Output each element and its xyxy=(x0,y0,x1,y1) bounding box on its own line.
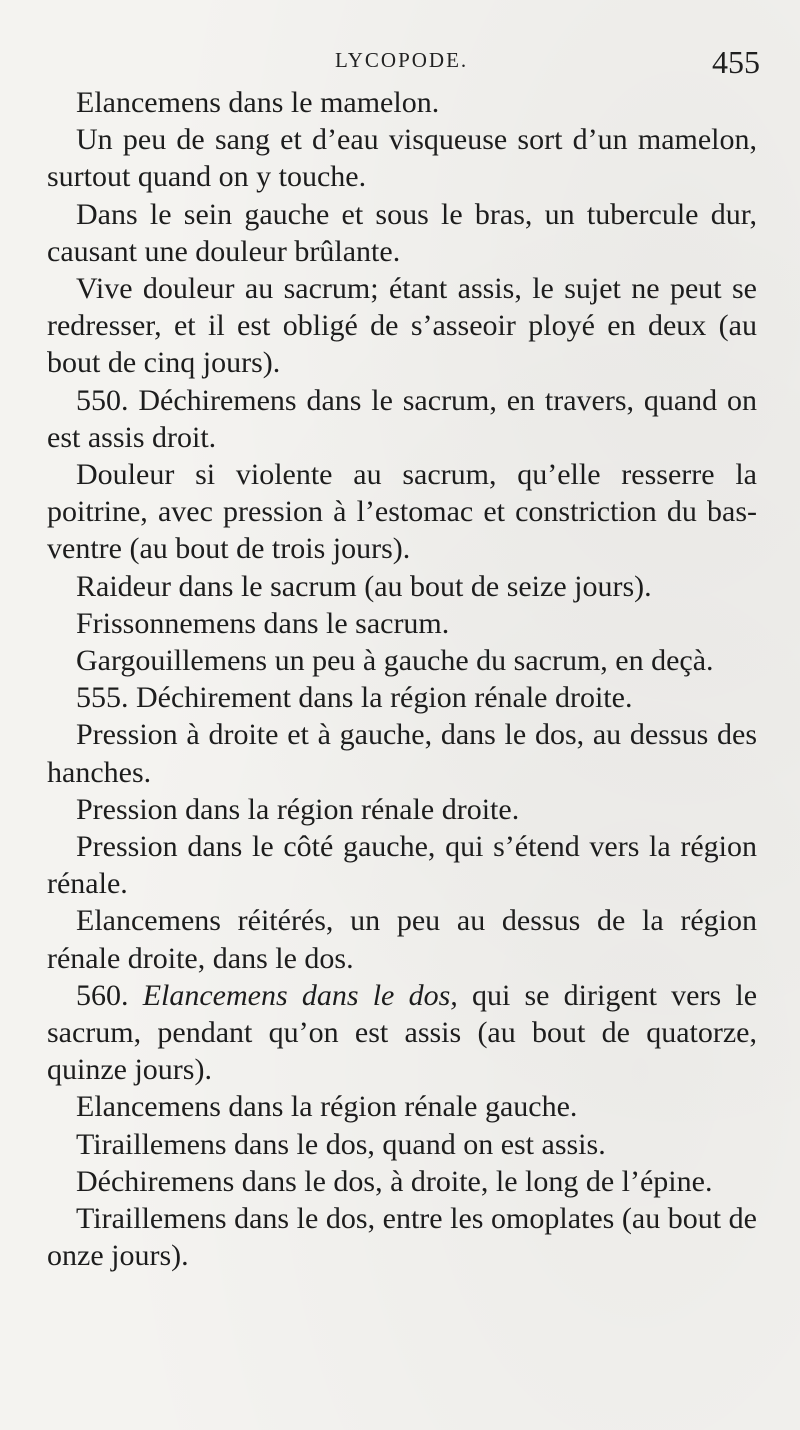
page-title: LYCOPODE. xyxy=(335,48,469,72)
paragraph-text: Pression à droite et à gauche, dans le dos, au dessus des hanches. xyxy=(47,718,757,789)
entry-number: 555. xyxy=(76,681,129,715)
page-number: 455 xyxy=(712,44,760,80)
paragraph-text: Douleur si violente au sacrum, qu’elle resserre la poitrine, avec pression à l’estomac et constriction du bas-ventre (au bout de trois jours). xyxy=(47,458,757,566)
paragraph-text: Dans le sein gauche et sous le bras, un tubercule dur, causant une douleur brûlante. xyxy=(47,197,757,268)
paragraph xyxy=(47,1126,757,1163)
paragraph xyxy=(47,716,757,790)
paragraph-text: Frissonnemens dans le sacrum. xyxy=(76,606,450,640)
paragraph xyxy=(47,828,757,902)
paragraph xyxy=(47,791,757,828)
paragraph xyxy=(47,382,757,456)
paragraph-text: Pression dans la région rénale droite. xyxy=(76,792,520,826)
paragraph xyxy=(47,196,757,270)
paragraph-text: qui se dirigent vers le sacrum, pendant qu’on est assis (au bout de quatorze, quinze jours). xyxy=(47,978,758,1087)
entry-number: 560. xyxy=(76,978,129,1012)
paragraph xyxy=(47,679,757,716)
paragraph xyxy=(47,121,757,195)
italic-phrase: Elancemens dans le dos, xyxy=(142,978,458,1012)
paragraph-text: Vive douleur au sacrum; étant assis, le sujet ne peut se redresser, et il est obligé de s’asseoir ployé en deux (au bout de cinq jours). xyxy=(47,272,757,380)
paragraph-text: Un peu de sang et d’eau visqueuse sort d’un mamelon, surtout quand on y touche. xyxy=(47,123,757,194)
paragraph xyxy=(47,456,757,568)
paragraph-text: Déchiremens dans le sacrum, en travers, quand on est assis droit. xyxy=(47,383,757,454)
paragraph xyxy=(47,642,757,679)
paragraph-text: Déchiremens dans le dos, à droite, le long de l’épine. xyxy=(76,1164,713,1198)
paragraph xyxy=(47,270,757,382)
paragraph-text: Gargouillemens un peu à gauche du sacrum, en deçà. xyxy=(76,644,714,678)
paragraph-text: Tiraillemens dans le dos, entre les omoplates (au bout de onze jours). xyxy=(47,1202,757,1273)
paragraph xyxy=(47,568,757,605)
paragraph xyxy=(47,977,757,1089)
paragraph xyxy=(47,1088,757,1125)
paragraph-text: Tiraillemens dans le dos, quand on est assis. xyxy=(76,1127,606,1161)
paragraph-text: Elancemens dans la région rénale gauche. xyxy=(76,1090,578,1124)
paragraph xyxy=(47,84,757,121)
paragraph xyxy=(47,605,757,642)
paragraph-text: Raideur dans le sacrum (au bout de seize jours). xyxy=(76,569,652,603)
paragraph xyxy=(47,1163,757,1200)
paragraph-text: Elancemens réitérés, un peu au dessus de la région rénale droite, dans le dos. xyxy=(47,904,757,975)
text-body xyxy=(47,84,757,1275)
running-head xyxy=(0,44,800,80)
paragraph-text: Pression dans le côté gauche, qui s’étend vers la région rénale. xyxy=(47,830,757,901)
entry-number: 550. xyxy=(76,383,129,417)
paragraph xyxy=(47,902,757,976)
paragraph-text: Déchirement dans la région rénale droite. xyxy=(136,681,633,715)
paragraph-text: Elancemens dans le mamelon. xyxy=(76,86,440,119)
paragraph xyxy=(47,1200,757,1274)
